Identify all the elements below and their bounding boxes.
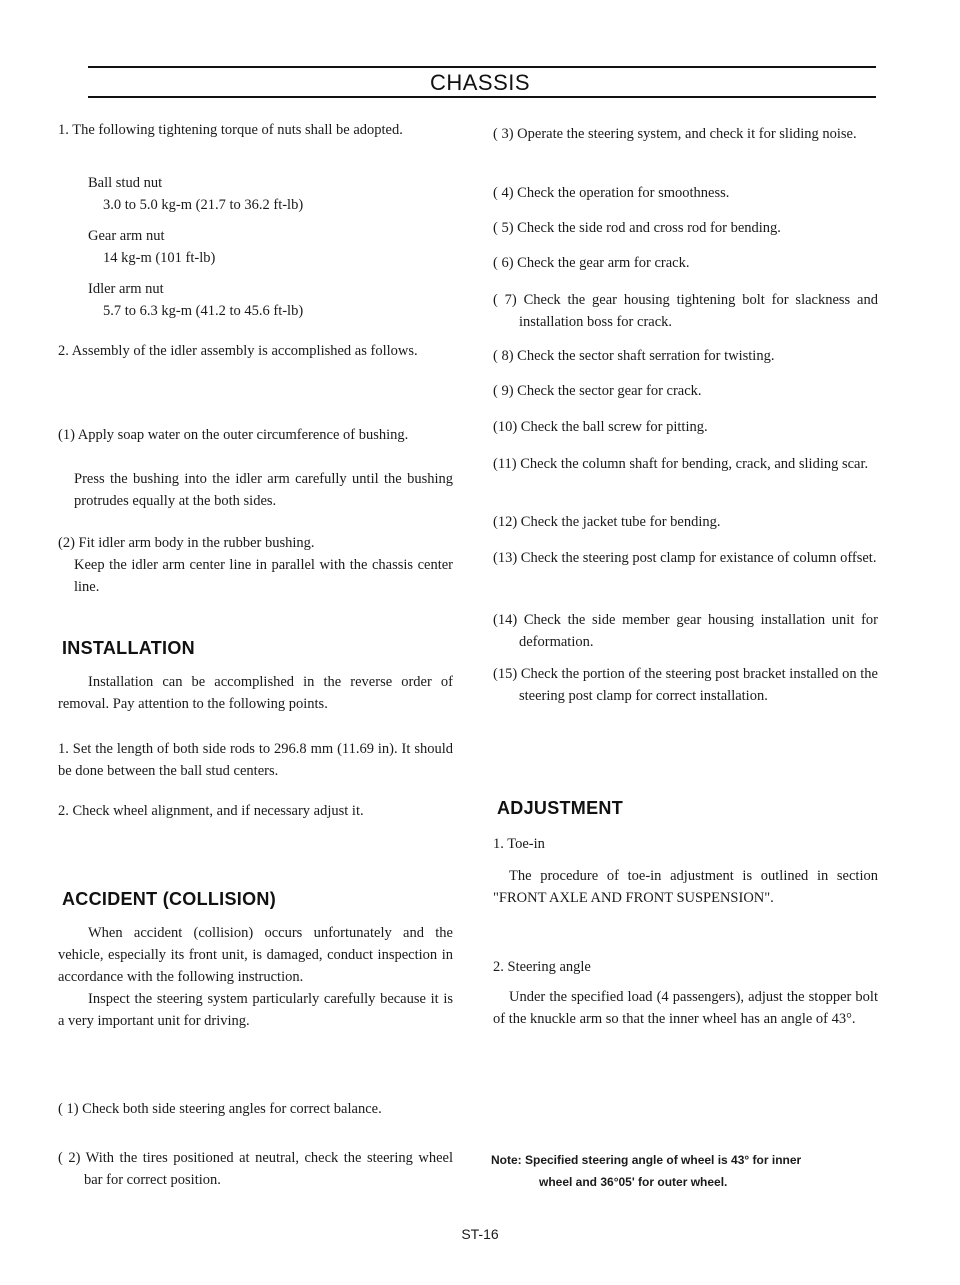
torque-value-gear-arm: 14 kg-m (101 ft-lb) xyxy=(103,250,216,266)
header-rule-top xyxy=(88,66,876,68)
check-item-12: (12) Check the jacket tube for bending. xyxy=(493,514,721,530)
accident-heading: ACCIDENT (COLLISION) xyxy=(62,889,276,909)
check-item-7: ( 7) Check the gear housing tightening bolt for slackness and installation boss for crack. xyxy=(493,292,878,330)
check-item-15: (15) Check the portion of the steering post bracket installed on the steering post clamp for correct installation. xyxy=(493,666,878,704)
adjustment-item-2-title: 2. Steering angle xyxy=(493,959,591,975)
check-item-6: ( 6) Check the gear arm for crack. xyxy=(493,255,690,271)
step-1-press-bushing: Press the bushing into the idler arm carefully until the bushing protrudes equally at the both sides. xyxy=(74,471,453,509)
accident-intro: When accident (collision) occurs unfortunately and the vehicle, especially its front unit, is damaged, conduct inspection in accordance with the following instruction. xyxy=(58,925,453,985)
installation-heading: INSTALLATION xyxy=(62,638,195,658)
torque-intro: 1. The following tightening torque of nuts shall be adopted. xyxy=(58,122,403,138)
header-rule-bottom xyxy=(88,96,876,98)
check-item-9: ( 9) Check the sector gear for crack. xyxy=(493,383,702,399)
check-item-5: ( 5) Check the side rod and cross rod for bending. xyxy=(493,220,781,236)
accident-inspect-note: Inspect the steering system particularly carefully because it is a very important unit for driving. xyxy=(58,991,453,1029)
torque-label-ball-stud: Ball stud nut xyxy=(88,175,163,191)
torque-label-gear-arm: Gear arm nut xyxy=(88,228,165,244)
adjustment-heading: ADJUSTMENT xyxy=(497,798,624,818)
step-2-keep-parallel: Keep the idler arm center line in parallel with the chassis center line. xyxy=(74,557,453,595)
installation-intro: Installation can be accomplished in the reverse order of removal. Pay attention to the following points. xyxy=(58,674,453,712)
check-item-13: (13) Check the steering post clamp for existance of column offset. xyxy=(493,550,877,566)
installation-item-1: 1. Set the length of both side rods to 296.8 mm (11.69 in). It should be done between the ball stud centers. xyxy=(58,741,453,779)
check-item-10: (10) Check the ball screw for pitting. xyxy=(493,419,708,435)
installation-item-2: 2. Check wheel alignment, and if necessary adjust it. xyxy=(58,803,364,819)
check-item-2: ( 2) With the tires positioned at neutral, check the steering wheel bar for correct position. xyxy=(58,1150,453,1188)
check-item-3: ( 3) Operate the steering system, and check it for sliding noise. xyxy=(493,126,857,142)
idler-assembly-intro: 2. Assembly of the idler assembly is accomplished as follows. xyxy=(58,343,418,359)
page-number: ST-16 xyxy=(461,1226,499,1242)
check-item-14: (14) Check the side member gear housing installation unit for deformation. xyxy=(493,612,878,650)
check-item-1: ( 1) Check both side steering angles for correct balance. xyxy=(58,1101,382,1117)
step-2-fit-idler: (2) Fit idler arm body in the rubber bushing. xyxy=(58,535,315,551)
torque-value-ball-stud: 3.0 to 5.0 kg-m (21.7 to 36.2 ft-lb) xyxy=(103,197,304,213)
step-1-apply-soap: (1) Apply soap water on the outer circumference of bushing. xyxy=(58,427,409,443)
page-header-title: CHASSIS xyxy=(429,70,531,95)
adjustment-item-2-text: Under the specified load (4 passengers), adjust the stopper bolt of the knuckle arm so that the inner wheel has an angle of 43°. xyxy=(493,989,878,1027)
check-item-4: ( 4) Check the operation for smoothness. xyxy=(493,185,730,201)
check-item-11: (11) Check the column shaft for bending, crack, and sliding scar. xyxy=(493,456,869,472)
note-line-1: Note: Specified steering angle of wheel is 43° for inner xyxy=(491,1153,802,1167)
adjustment-item-1-text: The procedure of toe-in adjustment is outlined in section "FRONT AXLE AND FRONT SUSPENSION". xyxy=(493,868,878,906)
check-item-8: ( 8) Check the sector shaft serration for twisting. xyxy=(493,348,775,364)
note-line-2: wheel and 36°05' for outer wheel. xyxy=(539,1175,728,1189)
torque-label-idler-arm: Idler arm nut xyxy=(88,281,164,297)
torque-value-idler-arm: 5.7 to 6.3 kg-m (41.2 to 45.6 ft-lb) xyxy=(103,303,304,319)
adjustment-item-1-title: 1. Toe-in xyxy=(493,836,545,852)
